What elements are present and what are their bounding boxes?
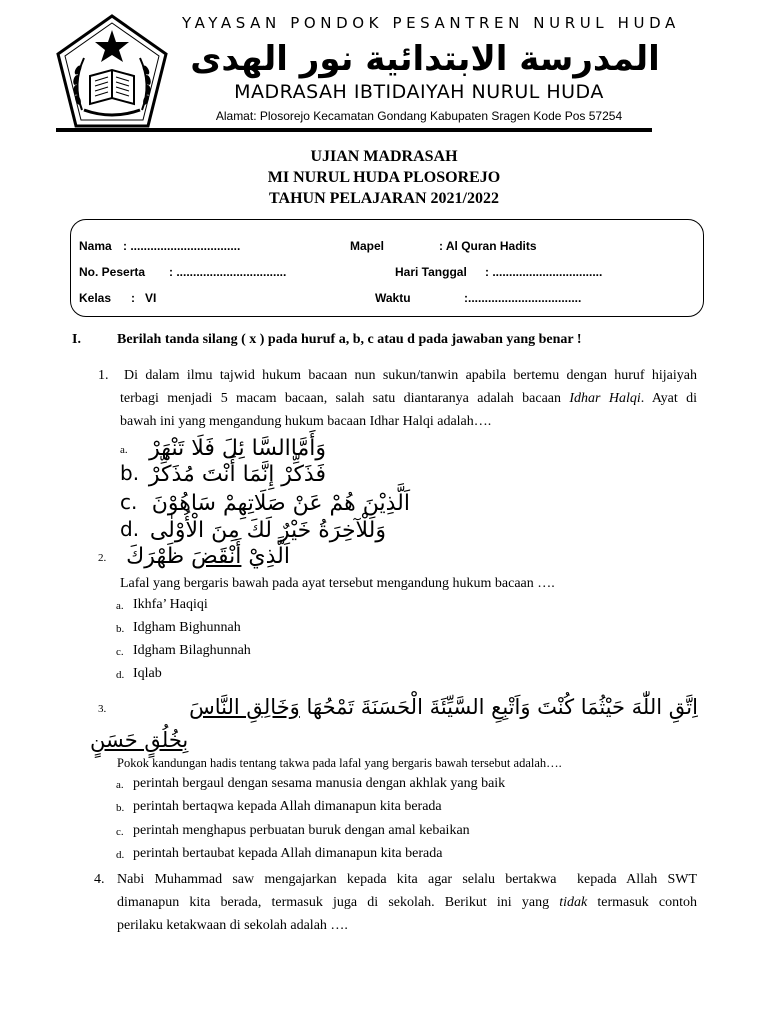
peserta-field[interactable]: : ................................. [169, 265, 287, 279]
kelas-value: : VI [131, 291, 157, 305]
q4-line1: Nabi Muhammad saw mengajarkan kepada kita agar selalu bertakwa kepada Allah SWT [117, 872, 697, 887]
q3-option-d-letter[interactable]: d. [116, 849, 125, 861]
exam-title-line2: MI NURUL HUDA PLOSOREJO [267, 169, 501, 186]
school-logo [54, 14, 170, 132]
exam-title-line1: UJIAN MADRASAH [310, 148, 458, 165]
nama-field[interactable]: : ................................. [123, 239, 241, 253]
q4-line2 [117, 891, 697, 914]
waktu-field[interactable]: :.................................. [464, 291, 582, 305]
hari-label: Hari Tanggal [395, 265, 467, 279]
q1-line3: bawah ini yang mengandung hukum bacaan Idhar Halqi adalah…. [120, 414, 492, 429]
school-emblem-icon [54, 14, 170, 132]
q2-arabic-underlined: أَنْقَضَ [191, 544, 242, 569]
q1-option-c-text[interactable]: اَلَّذِيْنَ هُمْ عَنْ صَلَاتِهِمْ سَاهُوْنَ [151, 491, 410, 516]
q3-option-b-text[interactable]: perintah bertaqwa kepada Allah dimanapun kita berada [133, 799, 442, 814]
q3-arabic-line2: بِخُلُقٍ حَسَنٍ [90, 728, 189, 752]
mapel-label: Mapel [350, 239, 385, 253]
exam-title-line3: TAHUN PELAJARAN 2021/2022 [269, 190, 499, 207]
q1-line2a: terbagi menjadi 5 macam bacaan, salah satu diantaranya adalah bacaan [120, 391, 570, 406]
q2-option-c-letter[interactable]: c. [116, 646, 124, 658]
q1-option-b-letter[interactable]: b. [120, 461, 140, 485]
q2-option-a-text[interactable]: Ikhfa’ Haqiqi [133, 597, 208, 612]
q2-option-b-text[interactable]: Idgham Bighunnah [133, 620, 241, 635]
student-identity-box [70, 219, 704, 317]
q2-option-d-letter[interactable]: d. [116, 669, 125, 681]
q2-option-a-letter[interactable]: a. [116, 600, 124, 612]
arabic-school-name [190, 34, 660, 84]
q1-line2c: . Ayat di [640, 391, 698, 406]
q1-option-b-text[interactable]: فَذَكِّرْ إِنَّمَا أَنْتَ مُذَكِّرْ [148, 462, 326, 487]
waktu-label: Waktu [375, 291, 411, 305]
q1-term: Idhar Halqi [569, 391, 641, 406]
peserta-label: No. Peserta [79, 265, 146, 279]
q4-line2a: dimanapun kita berada, termasuk juga di sekolah. Berikut ini yang [117, 895, 560, 910]
q3-option-c-text[interactable]: perintah menghapus perbuatan buruk dengan amal kebaikan [133, 823, 470, 838]
kelas-label: Kelas [79, 291, 112, 305]
q3-option-a-letter[interactable]: a. [116, 779, 124, 791]
q4-number: 4. [94, 872, 105, 887]
q2-option-b-letter[interactable]: b. [116, 623, 125, 635]
foundation-name: YAYASAN PONDOK PESANTREN NURUL HUDA [182, 14, 680, 32]
q4-line2c: termasuk contoh [587, 895, 697, 910]
q2-arabic [120, 540, 290, 574]
q1-option-d-letter[interactable]: d. [120, 517, 140, 541]
nama-label: Nama [79, 239, 112, 253]
q2-question: Lafal yang bergaris bawah pada ayat tersebut mengandung hukum bacaan …. [120, 576, 555, 591]
mapel-value: : Al Quran Hadits [439, 239, 537, 253]
q1-option-a-letter[interactable]: a. [120, 444, 128, 456]
q3-arabic-line1 [118, 688, 698, 726]
q3-option-b-letter[interactable]: b. [116, 802, 125, 814]
q3-arabic-line1-underlined: وَخَالِقِ النَّاسَ [189, 695, 300, 719]
q3-number: 3. [98, 703, 107, 715]
q4-emphasis: tidak [559, 895, 588, 910]
q2-option-c-text[interactable]: Idgham Bilaghunnah [133, 643, 251, 658]
school-address: Alamat: Plosorejo Kecamatan Gondang Kabupaten Sragen Kode Pos 57254 [215, 109, 623, 123]
q1-option-c-letter[interactable]: c. [120, 490, 138, 514]
q4-line3: perilaku ketakwaan di sekolah adalah …. [117, 918, 348, 933]
q1-option-d-text[interactable]: وَلَلْآخِرَةُ خَيْرٌ لَكَ مِنَ الْأُوْلٰى [149, 518, 386, 543]
q1-number: 1. [98, 368, 109, 383]
header-divider [56, 128, 652, 132]
q1-line1: Di dalam ilmu tajwid hukum bacaan nun sukun/tanwin apabila bertemu dengan huruf hijaiyah [124, 368, 697, 383]
q1-line2 [120, 387, 697, 410]
section-numeral: I. [72, 332, 81, 347]
q2-arabic-plain: اَلَّذِيْ [241, 544, 290, 569]
q3-option-c-letter[interactable]: c. [116, 826, 124, 838]
section-instruction: Berilah tanda silang ( x ) pada huruf a, b, c atau d pada jawaban yang benar ! [117, 332, 582, 347]
q2-arabic-rest: ظَهْرَكَ [126, 544, 192, 569]
q2-number: 2. [98, 552, 107, 564]
q3-arabic-line1-plain: اِتَّقِ اللّٰهَ حَيْثُمَا كُنْتَ وَاَتْبِعِ السَّيِّئَةَ الْحَسَنَةَ تَمْحُهَا [299, 695, 698, 719]
q2-option-d-text[interactable]: Iqlab [133, 666, 162, 681]
arabic-school-name-text: المدرسة الابتدائية نور الهدى [190, 39, 660, 79]
q3-option-a-text[interactable]: perintah bergaul dengan sesama manusia dengan akhlak yang baik [133, 776, 506, 791]
q3-question: Pokok kandungan hadis tentang takwa pada lafal yang bergaris bawah tersebut adalah…. [117, 756, 562, 770]
school-name: MADRASAH IBTIDAIYAH NURUL HUDA [234, 81, 604, 103]
hari-field[interactable]: : ................................. [485, 265, 603, 279]
q1-option-a-text[interactable]: وَأَمَّاالسَّا ئِلَ فَلَا تَنْهَرْ [149, 436, 326, 461]
q3-option-d-text[interactable]: perintah bertaubat kepada Allah dimanapun kita berada [133, 846, 443, 861]
